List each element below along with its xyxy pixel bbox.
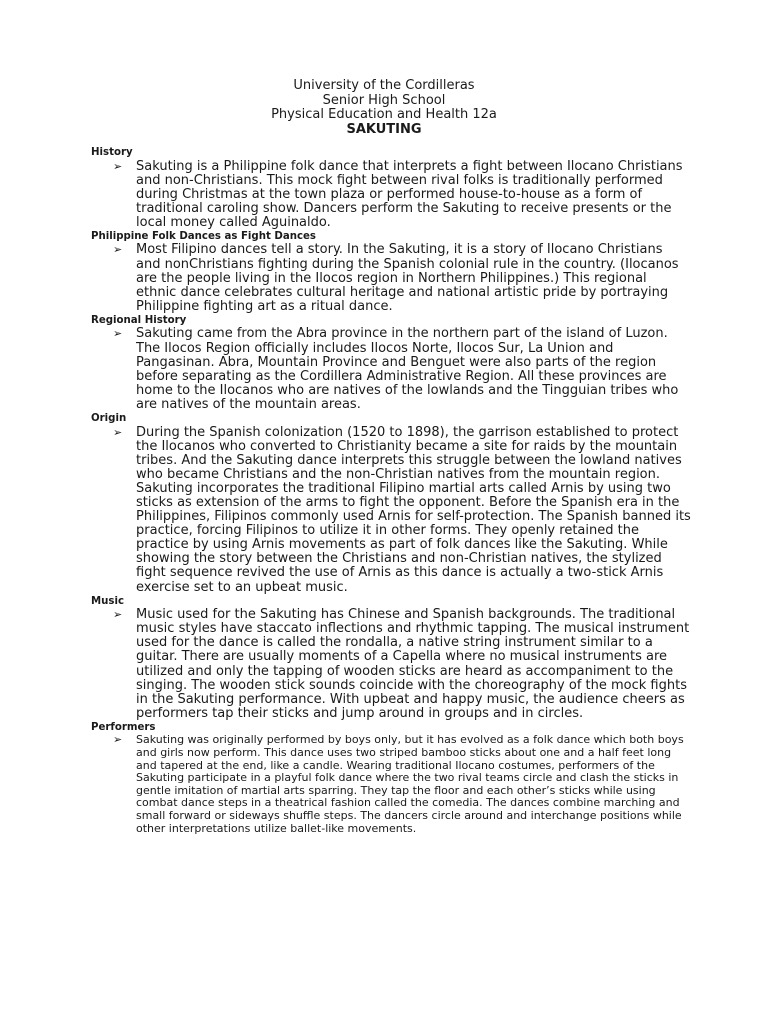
section-heading: Regional History [91, 314, 187, 326]
bullet-text: During the Spanish colonization (1520 to 1898), the garrison established to protect the Ilocanos who converted to Christianity became a site for raids by the mountain tribes. And the Sakuting dance interprets this struggle between the lowland natives who became Christians and the non-Christian natives from the mountain region. Sakuting incorporates the traditional Filipino martial arts called Arnis by using two sticks as extension of the arms to fight the opponent. Before the Spanish era in the Philippines, Filipinos commonly used Arnis for self-protection. The Spanish banned its practice, forcing Filipinos to utilize it in other forms. They openly retained the practice by using Arnis movements as part of folk dances like the Sakuting. While showing the story between the Christians and non-Christian natives, the stylized fight sequence revived the use of Arnis as this dance is actually a two-stick Arnis exercise set to an upbeat music. [136, 424, 691, 595]
document-body [91, 147, 691, 836]
section-heading: Performers [91, 721, 156, 733]
bullet-text: Most Filipino dances tell a story. In the Sakuting, it is a story of Ilocano Christians and nonChristians fighting during the Spanish colonial rule in the country. (Ilocanos are the people living in the Ilocos region in Northern Philippines.) This regional ethnic dance celebrates cultural heritage and national artistic pride by portraying Philippine fighting art as a ritual dance. [136, 242, 679, 314]
arrow-bullet-icon: ➢ [113, 159, 123, 173]
section-heading: Music [91, 595, 124, 607]
bullet-item [91, 327, 691, 412]
section-regional-history [91, 315, 691, 412]
school-name: Senior High School [322, 92, 446, 108]
bullet-item [91, 160, 691, 230]
section-heading: Philippine Folk Dances as Fight Dances [91, 230, 316, 242]
university-name: University of the Cordilleras [293, 78, 475, 93]
section-performers [91, 722, 691, 835]
section-history [91, 147, 691, 230]
bullet-item [91, 734, 691, 835]
section-heading: Origin [91, 413, 127, 424]
bullet-item [91, 426, 691, 595]
section-origin [91, 413, 691, 595]
arrow-bullet-icon: ➢ [113, 733, 123, 747]
bullet-text: Sakuting is a Philippine folk dance that interprets a fight between Ilocano Christians and non-Christians. This mock fight between rival folks is traditionally performed during Christmas at the town plaza or performed house-to-house as a form of traditional caroling show. Dancers perform the Sakuting to receive presents or the local money called Aguinaldo. [136, 158, 683, 230]
document-header [0, 79, 768, 137]
section-heading: History [91, 147, 133, 158]
arrow-bullet-icon: ➢ [113, 608, 123, 622]
section-music [91, 596, 691, 721]
section-fight-dances [91, 231, 691, 314]
document-title: SAKUTING [346, 121, 422, 137]
bullet-text: Sakuting came from the Abra province in the northern part of the island of Luzon. The Ilocos Region officially includes Ilocos Norte, Ilocos Sur, La Union and Pangasinan. Abra, Mountain Province and Benguet were also parts of the region before separating as the Cordillera Administrative Region. All these provinces are home to the Ilocanos who are natives of the lowlands and the Tingguian tribes who are natives of the mountain areas. [136, 326, 679, 412]
arrow-bullet-icon: ➢ [113, 425, 123, 439]
bullet-text: Music used for the Sakuting has Chinese and Spanish backgrounds. The traditional music styles have staccato inflections and rhythmic tapping. The musical instrument used for the dance is called the rondalla, a native string instrument similar to a guitar. There are usually moments of a Capella where no musical instruments are utilized and only the tapping of wooden sticks are heard as accompaniment to the singing. The wooden stick sounds coincide with the choreography of the mock fights in the Sakuting performance. With upbeat and happy music, the audience cheers as performers tap their sticks and jump around in groups and in circles. [136, 607, 690, 721]
bullet-item [91, 608, 691, 721]
arrow-bullet-icon: ➢ [113, 327, 123, 341]
bullet-text: Sakuting was originally performed by boys only, but it has evolved as a folk dance which both boys and girls now perform. This dance uses two striped bamboo sticks about one and a half feet long and tapered at the end, like a candle. Wearing traditional Ilocano costumes, performers of the Sakuting participate in a playful folk dance where the two rival teams circle and clash the sticks in gentle imitation of martial arts sparring. They tap the floor and each other’s sticks while using combat dance steps in a theatrical fashion called the comedia. The dances combine marching and small forward or sideways shuffle steps. The dancers circle around and interchange positions while other interpretations utilize ballet-like movements. [136, 733, 684, 835]
course-name: Physical Education and Health 12a [271, 107, 497, 122]
bullet-item [91, 243, 691, 313]
arrow-bullet-icon: ➢ [113, 243, 123, 257]
